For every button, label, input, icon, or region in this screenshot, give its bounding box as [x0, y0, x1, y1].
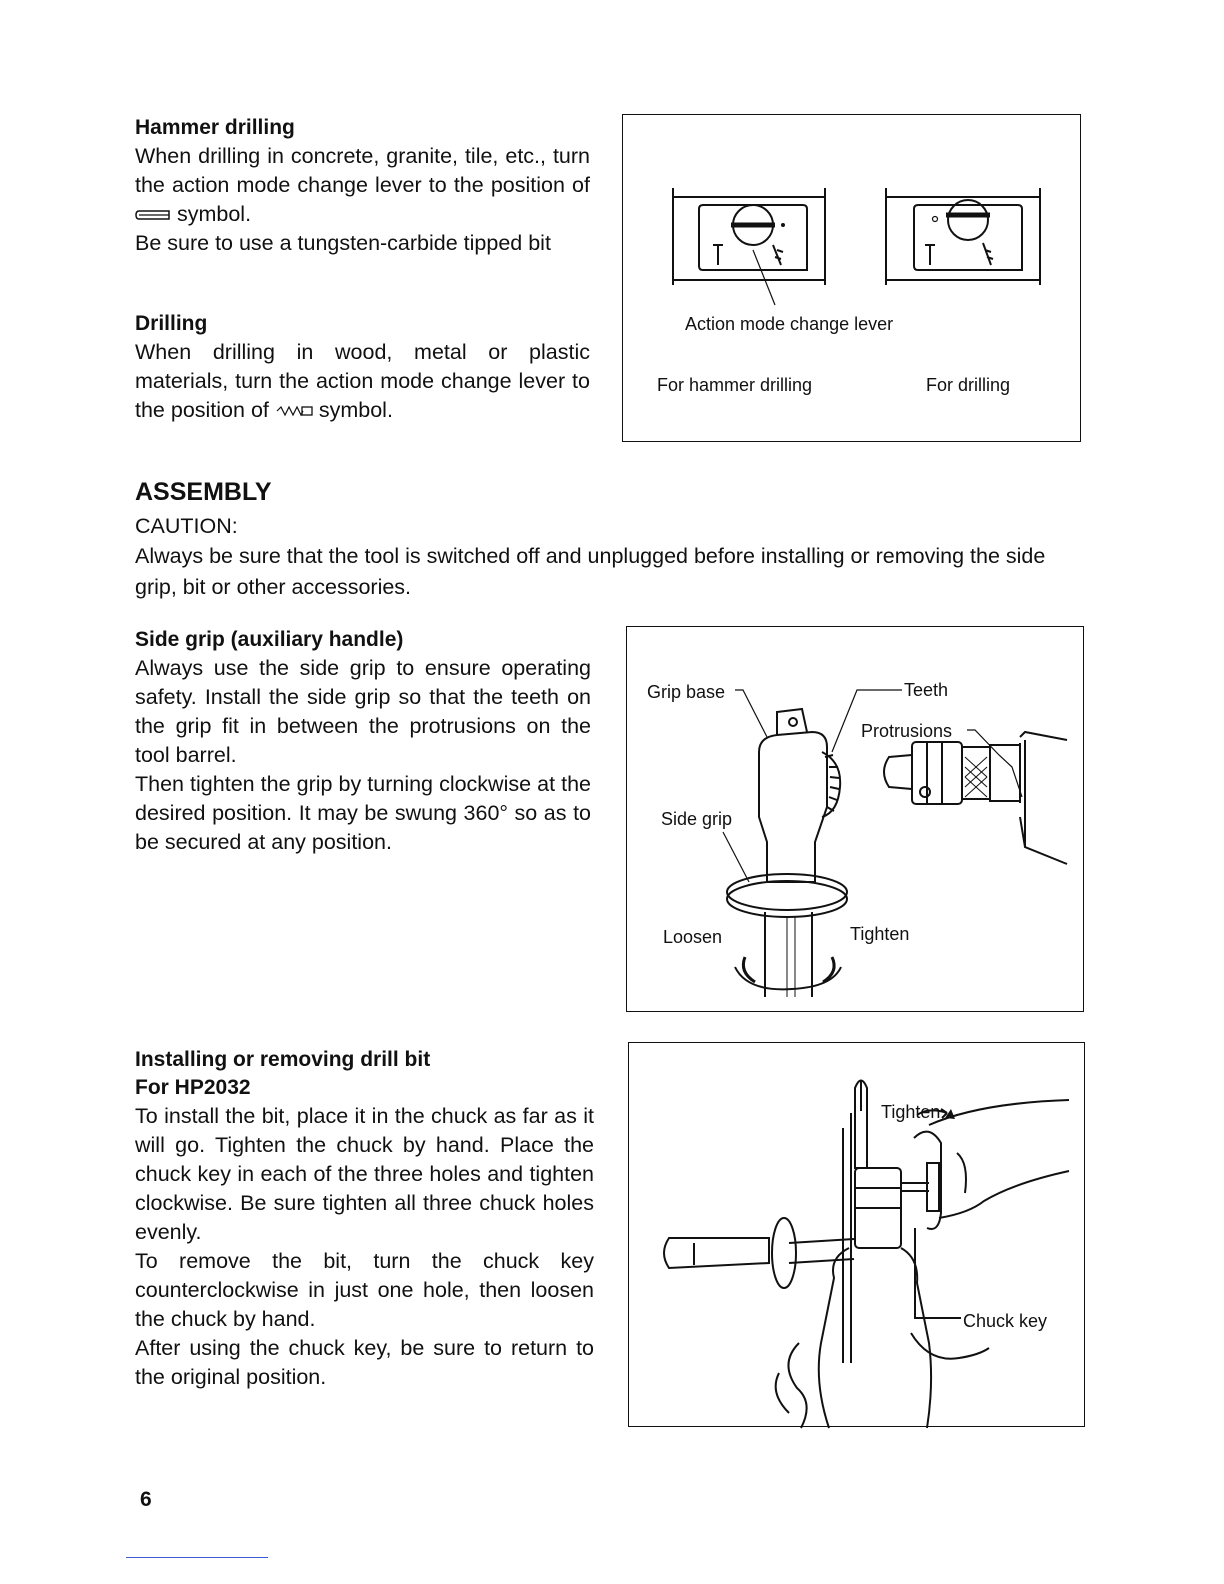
hammer-drilling-text-end: symbol. — [176, 202, 252, 226]
hammer-drilling-text — [135, 142, 590, 229]
assembly-section — [135, 476, 1085, 603]
page-number: 6 — [140, 1488, 152, 1511]
drill-bit-section — [135, 1046, 594, 1392]
tighten-label: Tighten — [850, 924, 910, 944]
drilling-label: For drilling — [926, 375, 1011, 395]
hammer-drilling-bit-note: Be sure to use a tungsten-carbide tipped bit — [135, 231, 551, 255]
grip-base-label: Grip base — [647, 682, 726, 702]
drilling-text-end: symbol. — [318, 398, 393, 422]
action-mode-figure — [622, 114, 1081, 442]
assembly-heading: ASSEMBLY — [135, 478, 272, 506]
loosen-label: Loosen — [663, 927, 723, 947]
protrusions-label: Protrusions — [861, 721, 953, 741]
hammer-drilling-text-main: When drilling in concrete, granite, tile, etc., turn the action mode change lever to the position of — [135, 144, 590, 197]
teeth-label: Teeth — [904, 680, 949, 700]
side-grip-text-2: Then tighten the grip by turning clockwise at the desired position. It may be swung 360° so as to be secured at any position. — [135, 772, 591, 854]
drilling-section — [135, 310, 590, 425]
chuck-key-figure — [628, 1042, 1085, 1427]
footer-rule — [126, 1557, 268, 1558]
hammer-position-dot — [781, 223, 785, 227]
drill-symbol-icon — [275, 404, 313, 418]
hammer-drilling-section — [135, 114, 590, 258]
drilling-text — [135, 338, 590, 425]
caution-label: CAUTION: — [135, 514, 238, 538]
drill-bit-remove-text: To remove the bit, turn the chuck key counterclockwise in just one hole, then loosen the chuck by hand. — [135, 1249, 594, 1331]
hammer-drilling-heading: Hammer drilling — [135, 116, 295, 139]
side-grip-text-1: Always use the side grip to ensure operating safety. Install the side grip so that the teeth on the grip fit in between the protrusions on the tool barrel. — [135, 656, 591, 767]
hammer-symbol-icon — [135, 208, 171, 222]
drilling-heading: Drilling — [135, 312, 208, 335]
side-grip-figure — [626, 626, 1084, 1012]
drill-bit-return-text: After using the chuck key, be sure to return to the original position. — [135, 1336, 594, 1389]
chuck-key-illustration — [629, 1043, 1086, 1428]
drill-bit-model-heading: For HP2032 — [135, 1076, 251, 1099]
chuck-key-label: Chuck key — [963, 1311, 1048, 1331]
hammer-drilling-label: For hammer drilling — [657, 375, 813, 395]
drill-bit-heading: Installing or removing drill bit — [135, 1048, 431, 1071]
side-grip-section — [135, 626, 591, 857]
drill-position-dot — [933, 217, 938, 222]
side-grip-heading: Side grip (auxiliary handle) — [135, 628, 404, 651]
tighten-label: Tighten — [881, 1102, 941, 1122]
action-mode-lever-label: Action mode change lever — [685, 314, 894, 334]
drilling-text-main: When drilling in wood, metal or plastic materials, turn the action mode change lever to the position of — [135, 340, 590, 422]
side-grip-label: Side grip — [661, 809, 733, 829]
caution-text: Always be sure that the tool is switched off and unplugged before installing or removing the side grip, bit or other accessories. — [135, 544, 1046, 599]
drill-bit-install-text: To install the bit, place it in the chuck as far as it will go. Tighten the chuck by hand. Place the chuck key in each of the three holes and tighten clockwise. Be sure tighten all three chuck holes evenly. — [135, 1104, 594, 1244]
